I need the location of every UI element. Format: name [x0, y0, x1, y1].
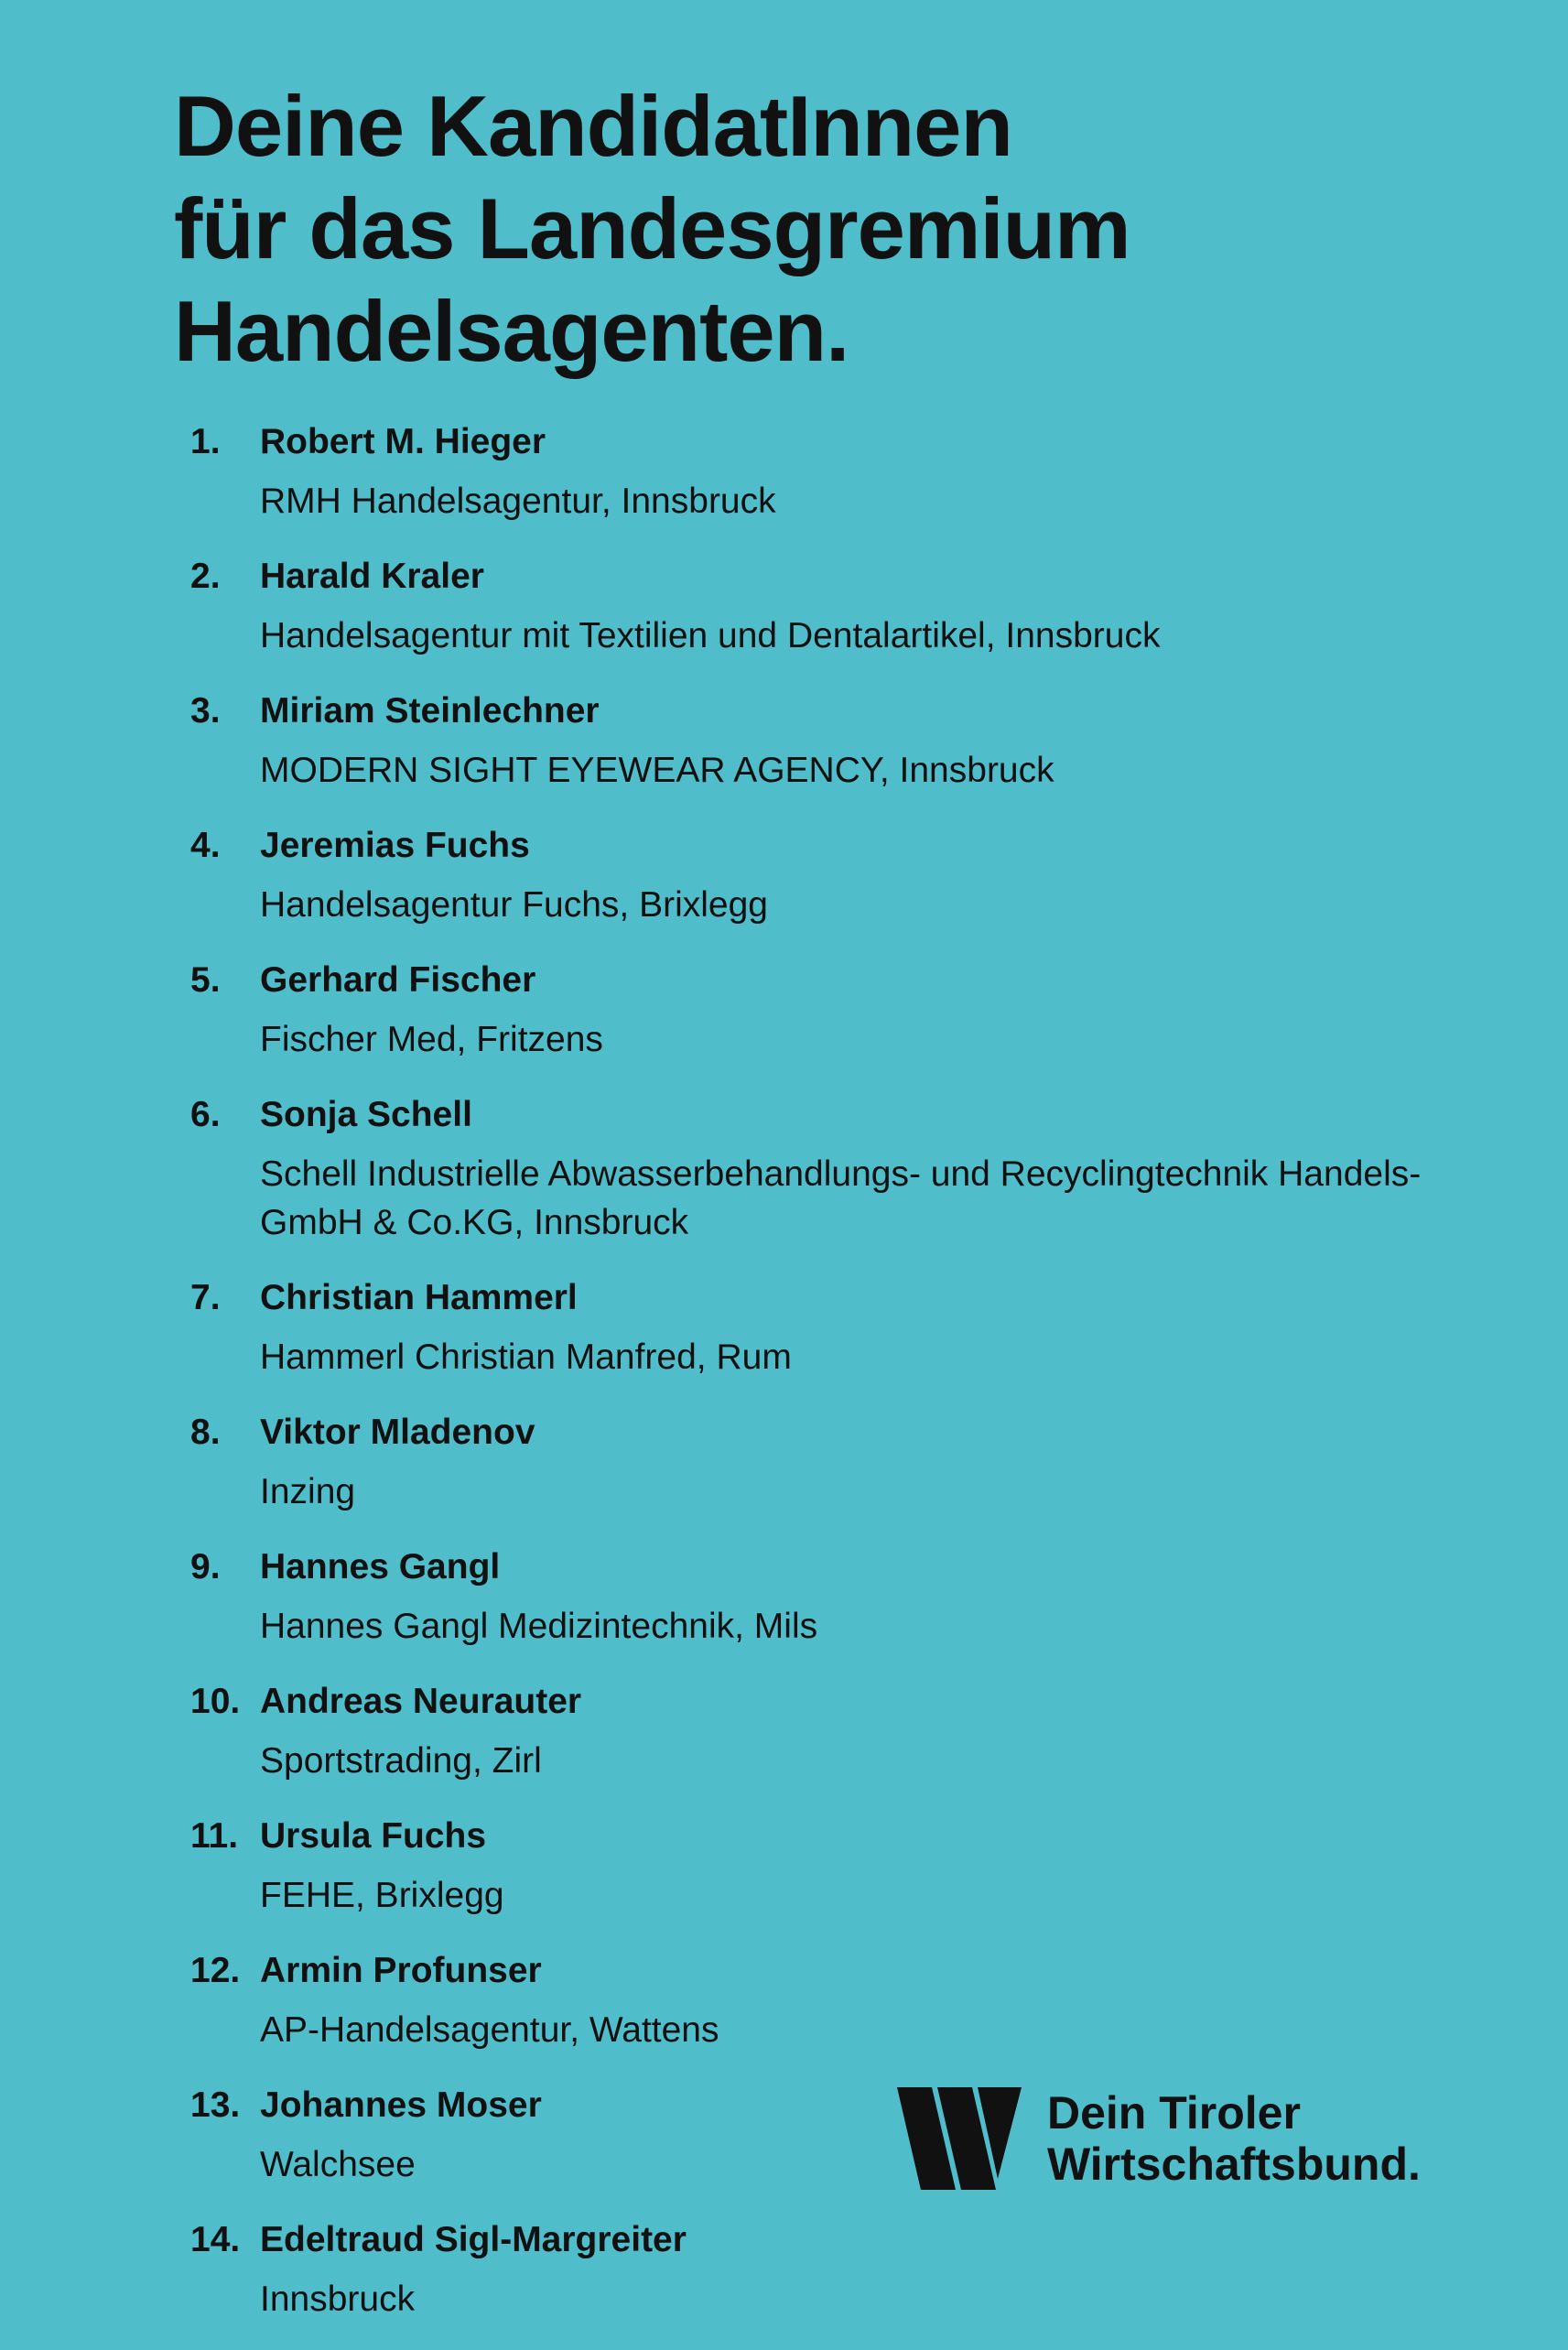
candidate-number: 5.: [190, 960, 221, 1000]
candidate-number: 11.: [190, 1816, 239, 1856]
candidate-item: [190, 1090, 1472, 1247]
candidate-number: 14.: [190, 2220, 241, 2259]
candidate-name: Harald Kraler: [260, 557, 484, 596]
candidate-description: Sportstrading, Zirl: [260, 1741, 542, 1781]
candidate-item: [190, 1812, 1472, 1920]
candidate-list: [190, 417, 1472, 2350]
candidate-name: Miriam Steinlechner: [260, 691, 600, 731]
candidate-description: Handelsagentur Fuchs, Brixlegg: [260, 885, 768, 925]
candidate-description: Schell Industrielle Abwasserbehandlungs- und Recyclingtechnik Handels-GmbH & Co.KG, Innsbruck: [260, 1154, 1422, 1242]
candidate-item: [190, 687, 1472, 795]
candidate-name: Edeltraud Sigl-Margreiter: [260, 2220, 687, 2259]
brand-line-1: Dein Tiroler: [1047, 2087, 1301, 2139]
candidate-name: Armin Profunser: [260, 1951, 542, 1990]
candidate-item: [190, 2215, 1472, 2323]
candidate-name: Robert M. Hieger: [260, 422, 546, 461]
headline-line-3: Handelsagenten.: [174, 283, 849, 379]
candidate-number: 9.: [190, 1547, 221, 1587]
brand-logo: [897, 2087, 1421, 2190]
candidate-name: Hannes Gangl: [260, 1547, 501, 1587]
candidate-item: [190, 1408, 1472, 1516]
candidate-name: Ursula Fuchs: [260, 1816, 487, 1856]
candidate-description: Inzing: [260, 1472, 356, 1511]
candidate-number: 10.: [190, 1682, 241, 1721]
candidate-number: 7.: [190, 1278, 221, 1317]
candidate-item: [190, 1543, 1472, 1651]
candidate-description: Handelsagentur mit Textilien und Dentalartikel, Innsbruck: [260, 616, 1161, 655]
candidate-description: Walchsee: [260, 2145, 416, 2184]
candidate-item: [190, 821, 1472, 929]
candidate-number: 2.: [190, 557, 221, 596]
candidate-description: AP-Handelsagentur, Wattens: [260, 2010, 719, 2050]
headline-line-1: Deine KandidatInnen: [174, 78, 1012, 174]
candidate-description: FEHE, Brixlegg: [260, 1876, 504, 1915]
candidate-description: Innsbruck: [260, 2280, 416, 2319]
candidate-number: 3.: [190, 691, 221, 731]
candidate-number: 1.: [190, 422, 221, 461]
candidate-item: [190, 1946, 1472, 2054]
candidate-number: 8.: [190, 1413, 221, 1452]
wirtschaftsbund-w-icon: [897, 2087, 1022, 2190]
candidate-item: [190, 417, 1472, 525]
candidate-item: [190, 956, 1472, 1064]
page-title: [174, 75, 1130, 383]
candidate-number: 12.: [190, 1951, 241, 1990]
candidate-item: [190, 1677, 1472, 1785]
candidate-number: 4.: [190, 826, 221, 865]
candidate-description: Hammerl Christian Manfred, Rum: [260, 1337, 792, 1377]
candidate-description: MODERN SIGHT EYEWEAR AGENCY, Innsbruck: [260, 751, 1054, 790]
candidate-description: RMH Handelsagentur, Innsbruck: [260, 482, 776, 521]
candidate-name: Johannes Moser: [260, 2085, 542, 2125]
headline-line-2: für das Landesgremium: [174, 180, 1130, 276]
candidate-description: Fischer Med, Fritzens: [260, 1020, 603, 1059]
candidate-name: Christian Hammerl: [260, 1278, 578, 1317]
candidate-name: Viktor Mladenov: [260, 1413, 535, 1452]
candidate-name: Sonja Schell: [260, 1095, 472, 1134]
candidate-number: 13.: [190, 2085, 241, 2125]
candidate-item: [190, 552, 1472, 660]
candidate-number: 6.: [190, 1095, 221, 1134]
candidate-item: [190, 1273, 1472, 1381]
brand-line-2: Wirtschaftsbund.: [1047, 2139, 1421, 2190]
candidate-name: Jeremias Fuchs: [260, 826, 530, 865]
candidate-description: Hannes Gangl Medizintechnik, Mils: [260, 1607, 818, 1646]
brand-name: [1047, 2087, 1421, 2190]
candidate-name: Gerhard Fischer: [260, 960, 536, 1000]
candidate-name: Andreas Neurauter: [260, 1682, 582, 1721]
